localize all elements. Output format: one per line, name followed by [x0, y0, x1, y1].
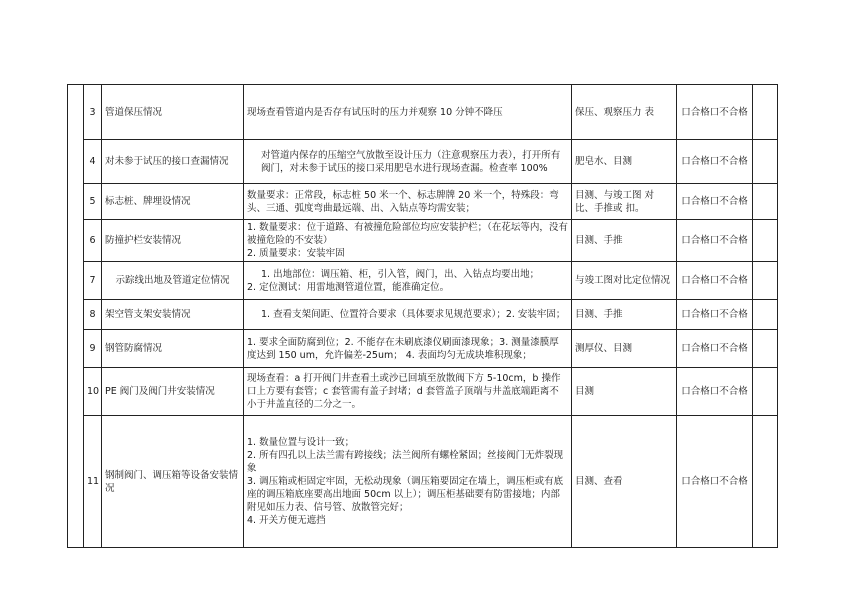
- table-row: [68, 330, 778, 368]
- table-row: [68, 220, 778, 262]
- method-cell: 目测、查看: [572, 416, 677, 548]
- requirement-cell: [244, 416, 572, 548]
- table-row: [68, 368, 778, 416]
- result-checkboxes: 口合格口不合格: [677, 416, 753, 548]
- result-checkboxes: 口合格口不合格: [677, 85, 753, 140]
- row-number: 4: [84, 140, 102, 184]
- requirement-cell: [244, 184, 572, 220]
- requirement-line: 3. 调压箱或柜固定牢固，无松动现象（调压箱要固定在墙上，调压柜或有底座的调压箱底座要高出地面 50cm 以上）；调压柜基础要有防雷接地；内部附见如压力表、信号管、放散管完好；: [247, 476, 564, 513]
- result-checkboxes: 口合格口不合格: [677, 262, 753, 300]
- row-number: 3: [84, 85, 102, 140]
- requirement-line: 1. 数量要求：位于道路、有被撞危险部位均应安装护栏；（在花坛等内，没有被撞危险的不安装）: [247, 222, 568, 246]
- check-item: 防撞护栏安装情况: [102, 220, 244, 262]
- requirement-cell: [244, 262, 572, 300]
- table-row: [68, 416, 778, 548]
- requirement-cell: [244, 140, 572, 184]
- remark-cell: [753, 85, 778, 140]
- requirement-line: 1. 要求全面防腐到位；2. 不能存在未刷底漆仪刷面漆现象；3. 测量漆膜厚度达到 150 um，允许偏差-25um； 4. 表面均匀无成块堆积现象；: [247, 336, 559, 361]
- requirement-line: 4. 开关方便无遮挡: [247, 515, 326, 526]
- result-checkboxes: 口合格口不合格: [677, 220, 753, 262]
- requirement-line: 1. 出地部位：调压箱、柜，引入管，阀门，出、入钻点均要出地；: [261, 268, 540, 280]
- table-row: [68, 85, 778, 140]
- table-row: [68, 184, 778, 220]
- row-number: 7: [84, 262, 102, 300]
- result-checkboxes: 口合格口不合格: [677, 368, 753, 416]
- requirement-line: 现场查看管道内是否存有试压时的压力并观察 10 分钟不降压: [247, 106, 503, 118]
- inspection-table: [67, 84, 778, 548]
- method-cell: 目测、与竣工图 对比、手推或 扣。: [572, 184, 677, 220]
- requirement-line: 1. 数量位置与设计一致；: [247, 437, 355, 448]
- method-cell: 肥皂水、目测: [572, 140, 677, 184]
- left-margin-cell: [68, 85, 84, 548]
- remark-cell: [753, 300, 778, 330]
- requirement-cell: [244, 368, 572, 416]
- remark-cell: [753, 184, 778, 220]
- check-item: 示踪线出地及管道定位情况: [102, 262, 244, 300]
- method-cell: 目测: [572, 368, 677, 416]
- row-number: 8: [84, 300, 102, 330]
- result-checkboxes: 口合格口不合格: [677, 184, 753, 220]
- row-number: 11: [84, 416, 102, 548]
- method-cell: 目测、手推: [572, 300, 677, 330]
- result-checkboxes: 口合格口不合格: [677, 330, 753, 368]
- remark-cell: [753, 416, 778, 548]
- requirement-line: 2. 定位测试：用雷地测管道位置，能准确定位。: [247, 281, 450, 293]
- check-item: 管道保压情况: [102, 85, 244, 140]
- requirement-line: 1. 查看支架间距、位置符合要求（具体要求见规范要求）；2. 安装牢固；: [261, 309, 566, 320]
- requirement-cell: [244, 220, 572, 262]
- check-item: 标志桩、牌埋设情况: [102, 184, 244, 220]
- requirement-cell: [244, 85, 572, 140]
- remark-cell: [753, 140, 778, 184]
- method-cell: 保压、观察压力 表: [572, 85, 677, 140]
- requirement-line: 数量要求：正常段，标志桩 50 米一个、标志牌牌 20 米一个，特殊段：弯 头、三通、弧度弯曲最远端、出、入钻点等均需安装；: [247, 189, 559, 214]
- check-item: 对未参于试压的接口查漏情况: [102, 140, 244, 184]
- table-row: [68, 300, 778, 330]
- method-cell: 与竣工图对比定位情况: [572, 262, 677, 300]
- table-row: [68, 262, 778, 300]
- check-item: PE 阀门及阀门井安装情况: [102, 368, 244, 416]
- row-number: 5: [84, 184, 102, 220]
- requirement-line: 现场查看：a 打开阀门井查看土或沙已回填至放散阀下方 5-10cm，b 操作口上方要有套管；c 套管需有盖子封堵；d 套管盖子顶端与井盖底端距离不小于井盖直径的二分之一。: [247, 373, 561, 410]
- row-number: 9: [84, 330, 102, 368]
- check-item: 钢管防腐情况: [102, 330, 244, 368]
- method-cell: 测厚仪、目测: [572, 330, 677, 368]
- requirement-cell: [244, 330, 572, 368]
- requirement-line: 2. 所有四孔以上法兰需有跨接线；法兰阀所有螺栓紧固；丝接阀门无炸裂现象: [247, 450, 564, 474]
- method-cell: 目测、手推: [572, 220, 677, 262]
- check-item: 架空管支架安装情况: [102, 300, 244, 330]
- result-checkboxes: 口合格口不合格: [677, 300, 753, 330]
- remark-cell: [753, 330, 778, 368]
- remark-cell: [753, 262, 778, 300]
- requirement-cell: [244, 300, 572, 330]
- check-item: 钢制阀门、调压箱等设备安装情况: [102, 416, 244, 548]
- requirement-line: 2. 质量要求：安装牢固: [247, 248, 345, 259]
- result-checkboxes: 口合格口不合格: [677, 140, 753, 184]
- row-number: 10: [84, 368, 102, 416]
- table-row: [68, 140, 778, 184]
- requirement-line: 对管道内保存的压缩空气放散至设计压力（注意观察压力表），打开所有阀门，对未参于试压的接口采用肥皂水进行现场查漏。检查率 100%: [261, 149, 561, 174]
- remark-cell: [753, 220, 778, 262]
- row-number: 6: [84, 220, 102, 262]
- remark-cell: [753, 368, 778, 416]
